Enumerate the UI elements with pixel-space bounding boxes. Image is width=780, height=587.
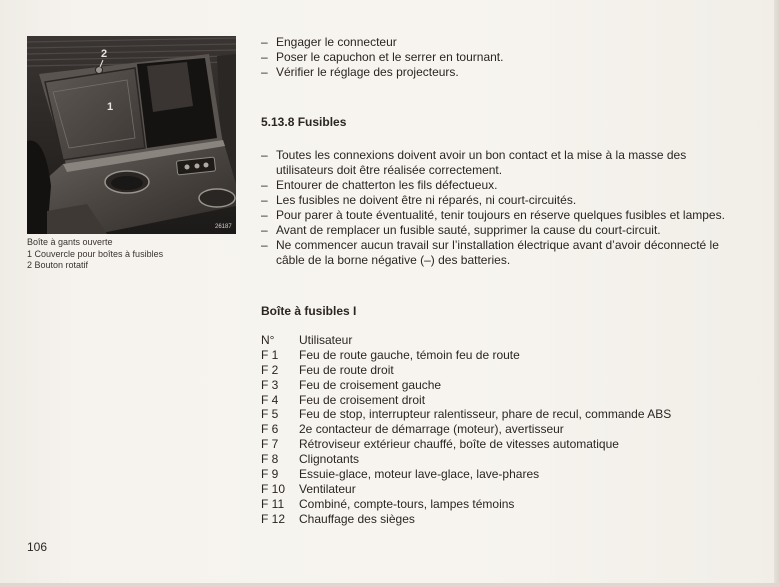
intro-steps [261,35,761,80]
page-bottom-edge [0,583,780,587]
fuse-box-title: Boîte à fusibles I [261,304,357,318]
fuse-table [261,333,761,527]
fuse-desc: Feu de stop, interrupteur ralentisseur, phare de recul, commande ABS [299,407,672,422]
fuse-id: F 1 [261,347,279,362]
fuse-row [261,497,761,512]
fuse-id: F 6 [261,422,279,437]
label-2: 2 [101,48,108,60]
fuse-id: F 7 [261,437,279,452]
fuse-desc: Rétroviseur extérieur chauffé, boîte de vitesses automatique [299,437,619,452]
caption-line: 2 Bouton rotatif [27,260,89,270]
fuse-row [261,363,761,378]
section-items [261,148,731,268]
header-id: N° [261,333,275,347]
fuse-row [261,407,761,422]
section-item: – Entourer de chatterton les fils défectueux. [261,178,498,192]
fuse-id: F 10 [261,481,286,496]
intro-step: – Poser le capuchon et le serrer en tournant. [261,50,504,64]
fuse-row [261,437,761,452]
page-number: 106 [27,540,48,554]
intro-step: – Vérifier le réglage des projecteurs. [261,65,459,79]
section-item: – Toutes les connexions doivent avoir un bon contact et la mise à la masse des utilisateurs doit être réalisée correctement. [261,148,687,177]
fuse-row [261,393,761,408]
fuse-id: F 5 [261,407,279,422]
section-title: 5.13.8 Fusibles [261,115,347,129]
rotary-knob [96,67,103,74]
glove-box-illustration [27,36,236,234]
fuse-desc: Combiné, compte-tours, lampes témoins [299,496,515,511]
fuse-row [261,348,761,363]
fuse-desc: Feu de route droit [299,362,394,377]
cup-holder-right [199,189,235,207]
fuse-desc: Feu de croisement droit [299,392,426,407]
caption-line: Boîte à gants ouverte [27,237,113,247]
caption-line: 1 Couvercle pour boîtes à fusibles [27,248,164,259]
header-desc: Utilisateur [299,333,353,347]
fuse-row [261,378,761,393]
fuse-row [261,467,761,482]
intro-step: – Engager le connecteur [261,35,397,49]
fuse-id: F 4 [261,392,279,407]
page-edge [774,0,780,587]
section-item: – Avant de remplacer un fusible sauté, supprimer la cause du court-circuit. [261,223,661,237]
fuse-desc: Ventilateur [299,481,356,496]
fuse-row [261,422,761,437]
fuse-desc: Chauffage des sièges [299,511,415,526]
fuse-id: F 11 [261,496,285,511]
fuse-desc: Essuie-glace, moteur lave-glace, lave-phares [299,467,540,482]
fuse-desc: Feu de route gauche, témoin feu de route [299,347,520,362]
fuse-desc: 2e contacteur de démarrage (moteur), avertisseur [299,422,564,437]
label-1: 1 [107,101,114,113]
fuse-id: F 2 [261,362,279,377]
fuse-table-header [261,333,761,348]
fuse-row [261,452,761,467]
section-item: – Les fusibles ne doivent être ni réparés, ni court-circuités. [261,193,577,207]
fuse-id: F 12 [261,511,286,526]
fuse-desc: Clignotants [299,452,360,467]
section-item: – Ne commencer aucun travail sur l’installation électrique avant d’avoir déconnecté le câble de la borne négative (–) des batteries. [261,238,719,267]
fuse-box-cover [45,68,145,160]
fuse-row [261,482,761,497]
fuse-id: F 8 [261,452,279,467]
fuse-id: F 9 [261,467,279,482]
svg-text:26187: 26187 [215,224,232,230]
section-item: – Pour parer à toute éventualité, tenir toujours en réserve quelques fusibles et lampes. [261,208,725,222]
glove-box-photo [27,36,236,234]
fuse-row [261,512,761,527]
figure-caption [27,237,242,272]
fuse-desc: Feu de croisement gauche [299,377,442,392]
fuse-id: F 3 [261,377,279,392]
